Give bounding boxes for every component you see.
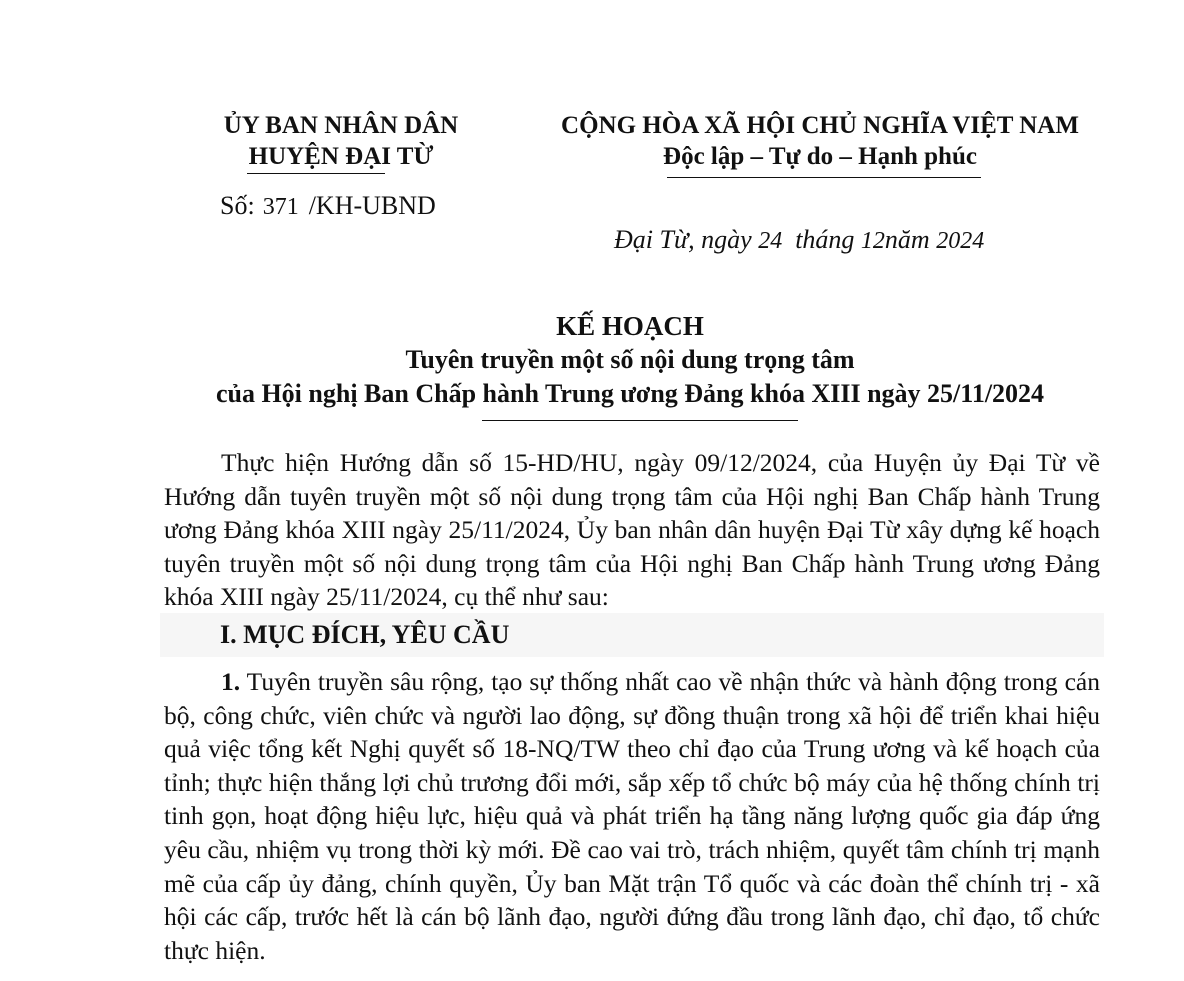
title-line-3: của Hội nghị Ban Chấp hành Trung ương Đảng khóa XIII ngày 25/11/2024: [215, 379, 1045, 408]
item-1-paragraph: [164, 665, 1100, 967]
date-month-label: tháng: [795, 225, 855, 254]
date-day: 24: [758, 228, 783, 254]
title-underline: [482, 420, 798, 421]
date-year-label: năm: [884, 225, 930, 254]
intro-text: Thực hiện Hướng dẫn số 15-HD/HU, ngày 09/12/2024, của Huyện ủy Đại Từ về Hướng dẫn tuyên truyền một số nội dung trọng tâm của Hội nghị Ban Chấp hành Trung ương Đảng khóa XIII ngày 25/11/2024, Ủy ban nhân dân huyện Đại Từ xây dựng kế hoạch tuyên truyền một số nội dung trọng tâm của Hội nghị Ban Chấp hành Trung ương Đảng khóa XIII ngày 25/11/2024, cụ thể như sau:: [164, 448, 1100, 612]
doc-number-label: Số:: [220, 191, 255, 220]
agency-line-1: ỦY BAN NHÂN DÂN: [223, 112, 459, 139]
date-prefix: Đại Từ, ngày: [614, 225, 752, 254]
section-heading: I. MỤC ĐÍCH, YÊU CẦU: [220, 620, 510, 649]
motto-underline: [667, 177, 981, 178]
date-month: 12: [860, 228, 885, 254]
item-1-number: 1.: [221, 667, 241, 696]
country-name: CỘNG HÒA XÃ HỘI CHỦ NGHĨA VIỆT NAM: [561, 112, 1079, 139]
doc-number-value: 371: [262, 194, 299, 220]
title-main: KẾ HOẠCH: [556, 311, 704, 341]
agency-line-2: HUYỆN ĐẠI TỪ: [248, 143, 434, 170]
agency-underline: [247, 173, 385, 174]
document-title: [130, 309, 1130, 411]
item-1-text: Tuyên truyền sâu rộng, tạo sự thống nhất cao về nhận thức và hành động trong cán bộ, công chức, viên chức và người lao động, sự đồng thuận trong xã hội để triển khai hiệu quả việc tổng kết Nghị quyết số 18-NQ/TW theo chỉ đạo của Trung ương và kế hoạch của tỉnh; thực hiện thắng lợi chủ trương đổi mới, sắp xếp tổ chức bộ máy của hệ thống chính trị tinh gọn, hoạt động hiệu lực, hiệu quả và phát triển hạ tầng năng lượng quốc gia đáp ứng yêu cầu, nhiệm vụ trong thời kỳ mới. Đề cao vai trò, trách nhiệm, quyết tâm chính trị mạnh mẽ của cấp ủy đảng, chính quyền, Ủy ban Mặt trận Tổ quốc và các đoàn thể chính trị - xã hội các cấp, trước hết là cán bộ lãnh đạo, người đứng đầu trong lãnh đạo, chỉ đạo, tổ chức thực hiện.: [164, 667, 1100, 965]
doc-number-suffix: /KH-UBND: [308, 191, 436, 220]
intro-paragraph: [164, 446, 1100, 614]
date-year: 2024: [936, 228, 985, 254]
place-and-date: [614, 224, 984, 257]
national-heading: [540, 110, 1100, 172]
issuing-agency: [196, 110, 486, 172]
document-number: [220, 190, 436, 223]
title-line-2: Tuyên truyền một số nội dung trọng tâm: [405, 345, 855, 374]
national-motto: Độc lập – Tự do – Hạnh phúc: [663, 143, 977, 170]
